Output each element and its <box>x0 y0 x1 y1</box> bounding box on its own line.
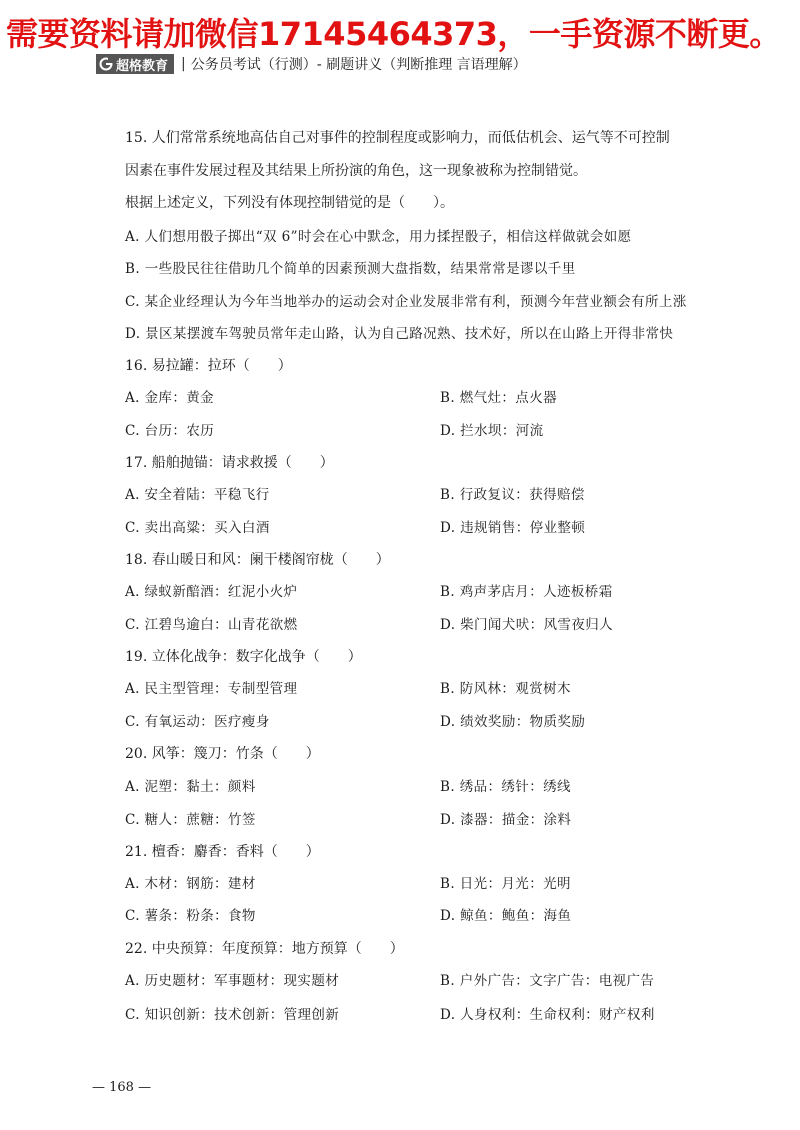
q17-option-d: D. 违规销售：停业整顿 <box>440 520 586 536</box>
q20-option-d: D. 漆器：描金：涂料 <box>440 812 572 828</box>
header-title: 公务员考试（行测）- 刷题讲义（判断推理 言语理解） <box>190 57 527 73</box>
q17-option-b: B. 行政复议：获得赔偿 <box>440 487 585 503</box>
q21-stem: 21. 檀香：麝香：香料（ ） <box>125 844 320 860</box>
q15-option-d: D. 景区某摆渡车驾驶员常年走山路，认为自己路况熟、技术好，所以在山路上开得非常快 <box>125 326 674 342</box>
q18-option-a: A. 绿蚁新醅酒：红泥小火炉 <box>125 584 298 600</box>
q19-option-a: A. 民主型管理：专制型管理 <box>125 681 298 697</box>
q18-option-c: C. 江碧鸟逾白：山青花欲燃 <box>125 617 298 633</box>
q19-stem: 19. 立体化战争：数字化战争（ ） <box>125 649 362 665</box>
q19-option-b: B. 防风林：观赏树木 <box>440 681 571 697</box>
q20-option-a: A. 泥塑：黏土：颜料 <box>125 779 256 795</box>
q17-stem: 17. 船舶抛锚：请求救援（ ） <box>125 455 334 471</box>
q22-option-a: A. 历史题材：军事题材：现实题材 <box>125 973 340 989</box>
q15-text-line-1: 15. 人们常常系统地高估自己对事件的控制程度或影响力，而低估机会、运气等不可控制 <box>125 130 670 146</box>
q17-option-c: C. 卖出高粱：买入白酒 <box>125 520 270 536</box>
q16-option-d: D. 拦水坝：河流 <box>440 423 544 439</box>
q22-stem: 22. 中央预算：年度预算：地方预算（ ） <box>125 941 404 957</box>
q21-option-b: B. 日光：月光：光明 <box>440 876 571 892</box>
q17-option-a: A. 安全着陆：平稳飞行 <box>125 487 270 503</box>
q18-option-d: D. 柴门闻犬吠：风雪夜归人 <box>440 617 614 633</box>
q22-option-d: D. 人身权利：生命权利：财产权利 <box>440 1007 655 1023</box>
q22-option-b: B. 户外广告：文字广告：电视广告 <box>440 973 655 989</box>
q21-option-d: D. 鲸鱼：鲍鱼：海鱼 <box>440 908 572 924</box>
q15-option-a: A. 人们想用骰子掷出“双 6”时会在心中默念，用力揉捏骰子，相信这样做就会如愿 <box>125 229 632 245</box>
page-number: — 168 — <box>92 1080 152 1095</box>
q16-option-b: B. 燃气灶：点火器 <box>440 390 558 406</box>
q22-option-c: C. 知识创新：技术创新：管理创新 <box>125 1007 340 1023</box>
q18-stem: 18. 春山暖日和风：阑干楼阁帘栊（ ） <box>125 552 390 568</box>
q15-option-c: C. 某企业经理认为今年当地举办的运动会对企业发展非常有利，预测今年营业额会有所上涨 <box>125 294 687 310</box>
q16-option-c: C. 台历：农历 <box>125 423 215 439</box>
header-separator: | <box>181 56 186 72</box>
q19-option-c: C. 有氧运动：医疗瘦身 <box>125 714 270 730</box>
q20-option-b: B. 绣品：绣针：绣线 <box>440 779 571 795</box>
q18-option-b: B. 鸡声茅店月：人迹板桥霜 <box>440 584 613 600</box>
logo-g-icon <box>99 57 113 71</box>
q15-option-b: B. 一些股民往往借助几个简单的因素预测大盘指数，结果常常是谬以千里 <box>125 261 576 277</box>
logo-text: 超格教育 <box>116 58 169 74</box>
q21-option-c: C. 薯条：粉条：食物 <box>125 908 256 924</box>
q20-option-c: C. 糖人：蔗糖：竹签 <box>125 812 256 828</box>
publisher-logo <box>96 54 174 74</box>
q21-option-a: A. 木材：钢筋：建材 <box>125 876 256 892</box>
q16-stem: 16. 易拉罐：拉环（ ） <box>125 358 292 374</box>
q19-option-d: D. 绩效奖励：物质奖励 <box>440 714 586 730</box>
q15-text-line-2: 因素在事件发展过程及其结果上所扮演的角色，这一现象被称为控制错觉。 <box>125 163 587 179</box>
q16-option-a: A. 金库：黄金 <box>125 390 215 406</box>
watermark: 需要资料请加微信17145464373，一手资源不断更。 <box>6 15 781 53</box>
page-header <box>96 53 527 75</box>
q20-stem: 20. 风筝：篾刀：竹条（ ） <box>125 746 320 762</box>
q15-prompt: 根据上述定义，下列没有体现控制错觉的是（ ）。 <box>125 195 454 211</box>
